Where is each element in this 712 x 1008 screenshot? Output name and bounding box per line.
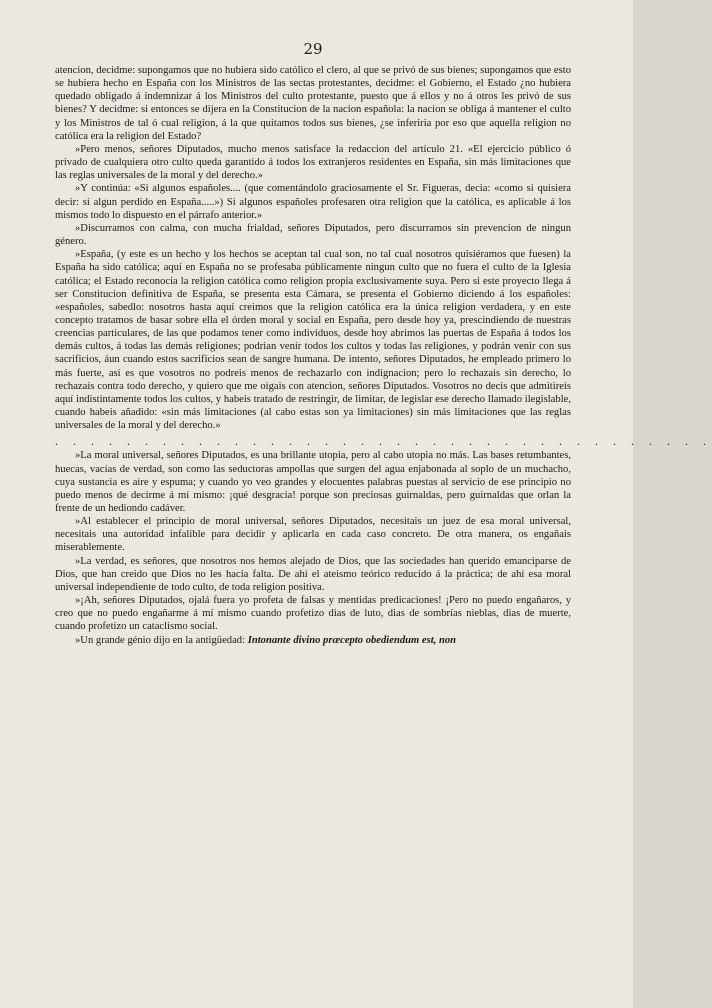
ellipsis-separator: . . . . . . . . . . . . . . . . . . . . . . . . . . . . . . . . . . . . . <box>55 434 712 449</box>
paragraph: »La moral universal, señores Diputados, es una brillante utopia, pero al cabo utopia no más. Las bases retumbantes, huecas, vacías de verdad, son como las seductoras ampollas que surgen del agua enjabonada al soplo de un muchacho, cuya sustancia es aire y espuma; y cuando yo veo grandes y elocuentes palabras puestas al servicio de ese principio no puedo menos de decirme á mí mismo: ¡qué desgracia! porque son preciosas guirnaldas, pero guirnaldas que orlan la frente de un hediondo cadáver. <box>55 450 571 514</box>
paragraph: »España, (y este es un hecho y los hechos se aceptan tal cual son, no tal cual nosotros quisiéramos que fuesen) la España ha sido católica; aquí en España no se profesaba públicamente ningun culto que no fuera el culto de la Iglesia católica; el Estado reconocia la religion católica como religion propia exclusivamente suya. Pero si este proyecto llega á ser Constitucion definitiva de España, se presenta esta Cámara, se presenta el Gobierno diciendo á los españoles: «españoles, sabedlo: nosotros hasta aquí creimos que la religion católica era la única religion verdadera, y en este concepto tratamos de basar sobre ella el órden moral y social en España, pero desde hoy ya, prescindiendo de nuestras creencias particulares, de las que podamos tener como individuos, desde hoy abrimos las puertas de España á todos los demás cultos, á todas las demás religiones; podrian venir todos los cultos y todas las religiones, y podrán venir con sus sacrificios, áun cuando estos sacrificios sean de sangre humana. De intento, señores Diputados, he empleado primero lo más fuerte, así es que vosotros no podreis menos de rechazarlo con indignacion; pero lo rechazais sin derecho, lo rechazais contra todo derecho, y quiero que me oigais con atencion, señores Diputados. Vosotros no decis que admitireis aquí indistintamente todos los cultos, y habeis tratado de restringir, de limitar, de legislar ese derecho llamado ilegislable, cuando habeis añadido: «sin más limitaciones (al cabo estas son ya limitaciones) sin más limitaciones que las reglas universales de la moral y del derecho.» <box>55 249 571 432</box>
paragraph: »¡Ah, señores Diputados, ojalá fuera yo profeta de falsas y mentidas predicaciones! ¡Pero no puedo engañaros, y creo que no puedo engañarme á mí mismo cuando profetizo dias de luto, dias de sombrías nieblas, dias de muerte, cuando profetizo un cataclismo social. <box>55 595 571 633</box>
latin-quote: Intonante divino præcepto obediendum est, non <box>247 634 457 646</box>
page-number: 29 <box>303 40 323 58</box>
paragraph-last-text: »Un grande génio dijo en la antigüedad: <box>75 634 246 646</box>
paragraph: »Pero menos, señores Diputados, mucho menos satisface la redaccion del artículo 21. «El ejercicio público ó privado de cualquiera otro culto queda garantido á todos los extranjeros residentes en España, sin más limitaciones que las reglas universales de la moral y del derecho.» <box>55 143 571 182</box>
paragraph: atencion, decidme: supongamos que no hubiera sido católico el clero, al que se privó de sus bienes; supongamos que esto se hubiera hecho en España con los Ministros de las sectas protestantes, decidme: el Gobierno, el Estado ¿no hubiera quedado obligado á indemnizar á los Ministros del culto protestante, puesto que á ellos y no á otros les privó de sus bienes? Y decidme: si entonces se dijera en la Constitucion de la nacion española: la nacion se obliga á mantener el culto y los Ministros de tal ó cual religion, á la que quitamos todos sus bienes, ¿se inferiria por eso que aquella religion no católica era la religion del Estado? <box>55 65 571 142</box>
paragraph: »Y continúa: «Si algunos españoles.... (que comentándolo graciosamente el Sr. Figueras, decia: «como si quisiera decir: si algun perdido en España.....») Si algunos españoles profesaren otra religion que la católica, es aplicable á los mismos todo lo dispuesto en el párrafo anterior.» <box>55 183 571 221</box>
paragraph: »Discurramos con calma, con mucha frialdad, señores Diputados, pero discurramos sin prevencion de ningun género. <box>55 222 571 248</box>
paragraph: »Al establecer el principio de moral universal, señores Diputados, necesitais un juez de esa moral universal, necesitais una autoridad infalible para decidir y aplicarla en cada caso concreto. De otra manera, os engañais miserablemente. <box>55 516 571 554</box>
body-text <box>55 64 712 647</box>
paragraph-last <box>55 634 571 647</box>
paragraph: »La verdad, es señores, que nosotros nos hemos alejado de Dios, que las sociedades han querido emanciparse de Dios, que han creido que Dios no les hacia falta. De ahí el ateismo teórico reducido á la práctica; de ahí esa moral universal independiente de todo culto, de toda religion positiva. <box>55 555 571 593</box>
